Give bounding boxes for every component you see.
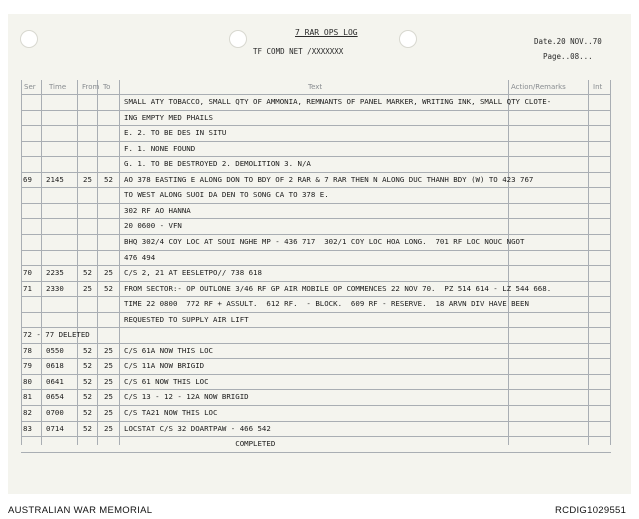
rule bbox=[21, 156, 611, 157]
cell-text: REQUESTED TO SUPPLY AIR LIFT bbox=[124, 314, 249, 324]
cell-time: 0618 bbox=[46, 361, 64, 371]
rule bbox=[21, 405, 611, 406]
rule bbox=[21, 94, 611, 95]
rule bbox=[21, 234, 611, 235]
cell-time: 0654 bbox=[46, 392, 64, 402]
cell-time: 0714 bbox=[46, 423, 64, 433]
col-int: Int bbox=[593, 83, 603, 91]
rule bbox=[21, 421, 611, 422]
col-to: To bbox=[103, 83, 111, 91]
cell-to: 25 bbox=[104, 423, 113, 433]
rule bbox=[21, 203, 611, 204]
cell-time: 2235 bbox=[46, 268, 64, 278]
punch-hole bbox=[399, 30, 417, 48]
cell-ser: 71 bbox=[23, 283, 32, 293]
cell-text: BHQ 302/4 COY LOC AT SOUI NGHE MP - 436 717 302/1 COY LOC HOA LONG. 701 RF LOC NOUC NGOT bbox=[124, 236, 525, 246]
cell-text: FROM SECTOR:- OP OUTLONE 3/46 RF GP AIR MOBILE OP COMMENCES 22 NOV 70. PZ 514 614 - LZ 544 668. bbox=[124, 283, 552, 293]
cell-text: C/S TA21 NOW THIS LOC bbox=[124, 408, 218, 417]
col-ser: Ser bbox=[24, 83, 36, 91]
cell-ser: 79 bbox=[23, 361, 32, 371]
log-table bbox=[21, 80, 611, 449]
cell-time: 0700 bbox=[46, 408, 64, 417]
cell-text: 476 494 bbox=[124, 252, 156, 262]
rule bbox=[21, 312, 611, 313]
rule bbox=[21, 265, 611, 266]
cell-to: 25 bbox=[104, 345, 113, 355]
cell-text: C/S 61A NOW THIS LOC bbox=[124, 345, 213, 355]
log-title: 7 RAR OPS LOG bbox=[295, 28, 358, 37]
cell-text: LOCSTAT C/S 32 DOARTPAW - 466 542 bbox=[124, 423, 271, 433]
cell-text: AO 378 EASTING E ALONG DON TO BDY OF 2 RAR & 7 RAR THEN N ALONG DUC THANH BDY (W) TO 423 767 bbox=[124, 174, 534, 184]
cell-to: 25 bbox=[104, 268, 113, 278]
col-from: From bbox=[82, 83, 100, 91]
cell-time: 2330 bbox=[46, 283, 64, 293]
rule bbox=[21, 218, 611, 219]
cell-ser: 72 - 77 DELETED bbox=[23, 330, 90, 340]
cell-text: C/S 61 NOW THIS LOC bbox=[124, 376, 209, 386]
cell-ser: 70 bbox=[23, 268, 32, 278]
cell-to: 52 bbox=[104, 283, 113, 293]
footer-right: RCDIG1029551 bbox=[555, 505, 627, 516]
unit-net: TF COMD NET /XXXXXXX bbox=[253, 47, 344, 56]
page-number: Page..08... bbox=[543, 52, 593, 61]
cell-from: 52 bbox=[83, 268, 92, 278]
punch-hole bbox=[229, 30, 247, 48]
rule bbox=[21, 452, 611, 453]
rule bbox=[21, 110, 611, 111]
cell-to: 25 bbox=[104, 376, 113, 386]
col-action: Action/Remarks bbox=[511, 83, 566, 91]
rule bbox=[21, 374, 611, 375]
cell-to: 25 bbox=[104, 392, 113, 402]
cell-ser: 80 bbox=[23, 376, 32, 386]
cell-to: 25 bbox=[104, 361, 113, 371]
cell-ser: 82 bbox=[23, 408, 32, 417]
cell-from: 52 bbox=[83, 361, 92, 371]
cell-text: ING EMPTY MED PHAILS bbox=[124, 112, 213, 122]
rule bbox=[21, 250, 611, 251]
cell-text: F. 1. NONE FOUND bbox=[124, 143, 196, 153]
cell-to: 25 bbox=[104, 408, 113, 417]
cell-from: 25 bbox=[83, 174, 92, 184]
cell-text: SMALL ATY TOBACCO, SMALL QTY OF AMMONIA, REMNANTS OF PANEL MARKER, WRITING INK, SMALL QTY CLOTE- bbox=[124, 97, 552, 106]
rule bbox=[21, 296, 611, 297]
cell-from: 52 bbox=[83, 423, 92, 433]
cell-text: 20 0600 - VFN bbox=[124, 221, 182, 231]
cell-text: G. 1. TO BE DESTROYED 2. DEMOLITION 3. N/A bbox=[124, 159, 311, 169]
cell-text: 302 RF AO HANNA bbox=[124, 205, 191, 215]
cell-text: C/S 2, 21 AT EESLETPO// 738 618 bbox=[124, 268, 262, 278]
cell-text: C/S 11A NOW BRIGID bbox=[124, 361, 205, 371]
rule bbox=[21, 187, 611, 188]
col-time: Time bbox=[49, 83, 67, 91]
rule bbox=[21, 125, 611, 126]
cell-text: TIME 22 0800 772 RF + ASSULT. 612 RF. - BLOCK. 609 RF - RESERVE. 18 ARVN DIV HAVE BEEN bbox=[124, 299, 529, 309]
cell-text: COMPLETED bbox=[124, 439, 276, 449]
cell-time: 2145 bbox=[46, 174, 64, 184]
rule bbox=[21, 389, 611, 390]
rule bbox=[21, 343, 611, 344]
cell-from: 25 bbox=[83, 283, 92, 293]
cell-from: 52 bbox=[83, 408, 92, 417]
footer-left: AUSTRALIAN WAR MEMORIAL bbox=[8, 505, 153, 516]
cell-time: 0641 bbox=[46, 376, 64, 386]
cell-from: 52 bbox=[83, 376, 92, 386]
rule bbox=[21, 172, 611, 173]
rule bbox=[21, 141, 611, 142]
rule bbox=[21, 358, 611, 359]
rule bbox=[21, 327, 611, 328]
rule bbox=[21, 281, 611, 282]
cell-from: 52 bbox=[83, 345, 92, 355]
cell-text: TO WEST ALONG SUOI DA DEN TO SONG CA TO 378 E. bbox=[124, 190, 329, 200]
cell-ser: 69 bbox=[23, 174, 32, 184]
cell-text: C/S 13 - 12 - 12A NOW BRIGID bbox=[124, 392, 249, 402]
cell-from: 52 bbox=[83, 392, 92, 402]
cell-ser: 83 bbox=[23, 423, 32, 433]
punch-hole bbox=[20, 30, 38, 48]
cell-time: 0550 bbox=[46, 345, 64, 355]
cell-text: E. 2. TO BE DES IN SITU bbox=[124, 128, 227, 138]
rule bbox=[21, 436, 611, 437]
log-date: Date.20 NOV..70 bbox=[534, 37, 602, 46]
cell-ser: 81 bbox=[23, 392, 32, 402]
cell-ser: 78 bbox=[23, 345, 32, 355]
cell-to: 52 bbox=[104, 174, 113, 184]
col-text: Text bbox=[308, 83, 323, 91]
